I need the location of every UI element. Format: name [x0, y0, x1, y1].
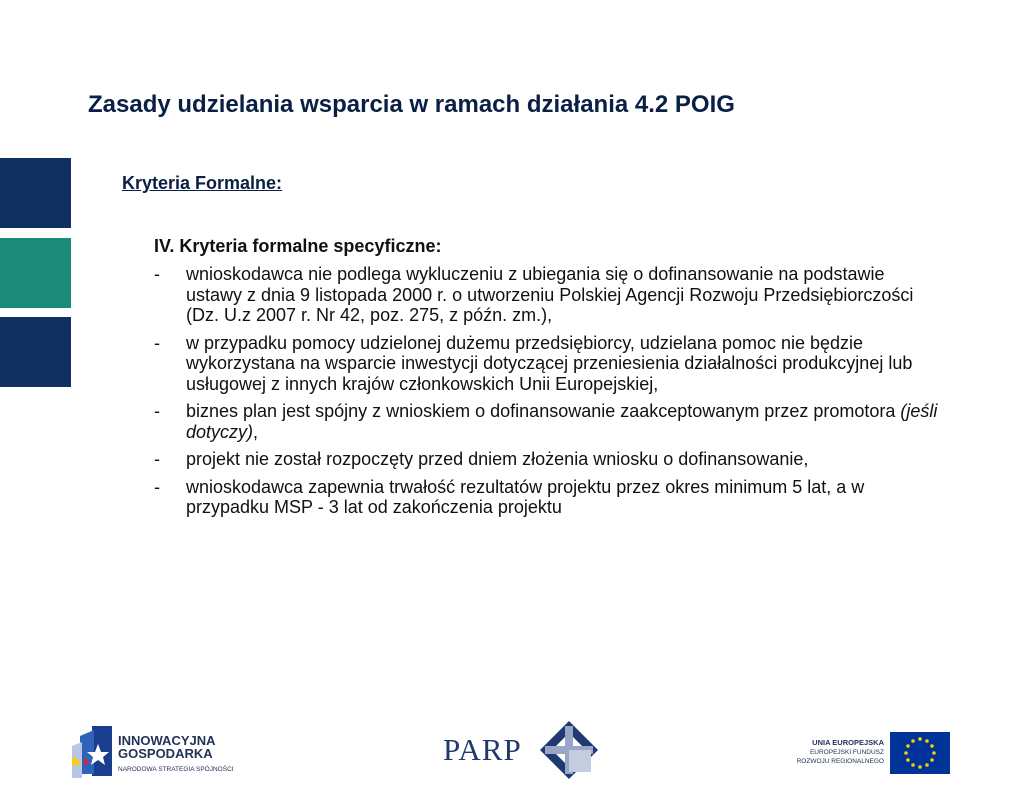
bullet-dash: - — [154, 449, 160, 469]
parp-logo — [443, 720, 603, 780]
criteria-item — [154, 333, 944, 395]
innowacyjna-gospodarka-icon — [72, 722, 114, 780]
criteria-text: w przypadku pomocy udzielonej dużemu przedsiębiorcy, udzielana pomoc nie będzie wykorzystana na wsparcie inwestycji dotyczącej przeniesienia działalności produkcyjnej lub usługowej z innych krajów członkowskich Unii Europejskiej, — [186, 332, 913, 394]
criteria-text: projekt nie został rozpoczęty przed dniem złożenia wniosku o dofinansowanie, — [186, 449, 809, 469]
criteria-text-main: biznes plan jest spójny z wnioskiem o dofinansowanie zaakceptowanym przez promotora — [186, 401, 901, 421]
criteria-text — [186, 401, 937, 442]
bullet-dash: - — [154, 476, 160, 497]
eu-fund-label — [780, 738, 884, 766]
criteria-item — [154, 264, 944, 326]
section-subtitle: Kryteria Formalne: — [122, 173, 283, 193]
bullet-dash: - — [154, 264, 160, 284]
criteria-item — [154, 477, 944, 518]
eu-label-line3: ROZWOJU REGIONALNEGO — [796, 758, 884, 765]
slide-title: Zasady udzielania wsparcia w ramach działania 4.2 POIG — [88, 91, 735, 118]
criteria-item — [154, 401, 944, 442]
eu-label-line2: EUROPEJSKI FUNDUSZ — [809, 749, 884, 756]
criteria-text: wnioskodawca nie podlega wykluczeniu z ubiegania się o dofinansowanie na podstawie ustawy z dnia 9 listopada 2000 r. o utworzeniu Polskiej Agencji Rozwoju Przedsiębiorczości (Dz. U.z 2007 r. Nr 42, poz. 275, z późn. zm.), — [186, 264, 914, 325]
parp-emblem-icon — [539, 720, 599, 780]
criteria-text-emphasis: (jeśli dotyczy) — [186, 401, 938, 442]
eu-flag-icon — [890, 732, 950, 774]
criteria-text: wnioskodawca zapewnia trwałość rezultatów projektu przez okres minimum 5 lat, a w przypadku MSP - 3 lat od zakończenia projektu — [186, 476, 865, 517]
eu-label-line1: UNIA EUROPEJSKA — [812, 738, 884, 747]
decor-block-navy-top — [0, 158, 71, 228]
criteria-heading: IV. Kryteria formalne specyficzne: — [154, 236, 442, 256]
criteria-item — [154, 449, 944, 470]
criteria-list — [154, 264, 944, 525]
bullet-dash: - — [154, 401, 160, 421]
innowacyjna-wordmark — [118, 734, 216, 760]
parp-wordmark: PARP — [443, 732, 522, 767]
innowacyjna-line2: GOSPODARKA — [118, 746, 213, 761]
decor-block-teal — [0, 238, 71, 308]
innowacyjna-tagline: NARODOWA STRATEGIA SPÓJNOŚCI — [118, 766, 234, 773]
innowacyjna-gospodarka-logo — [72, 722, 247, 780]
criteria-text-tail: , — [253, 421, 259, 442]
bullet-dash: - — [154, 332, 160, 353]
decor-block-navy-bottom — [0, 317, 71, 387]
innowacyjna-line1: INNOWACYJNA — [118, 733, 216, 748]
